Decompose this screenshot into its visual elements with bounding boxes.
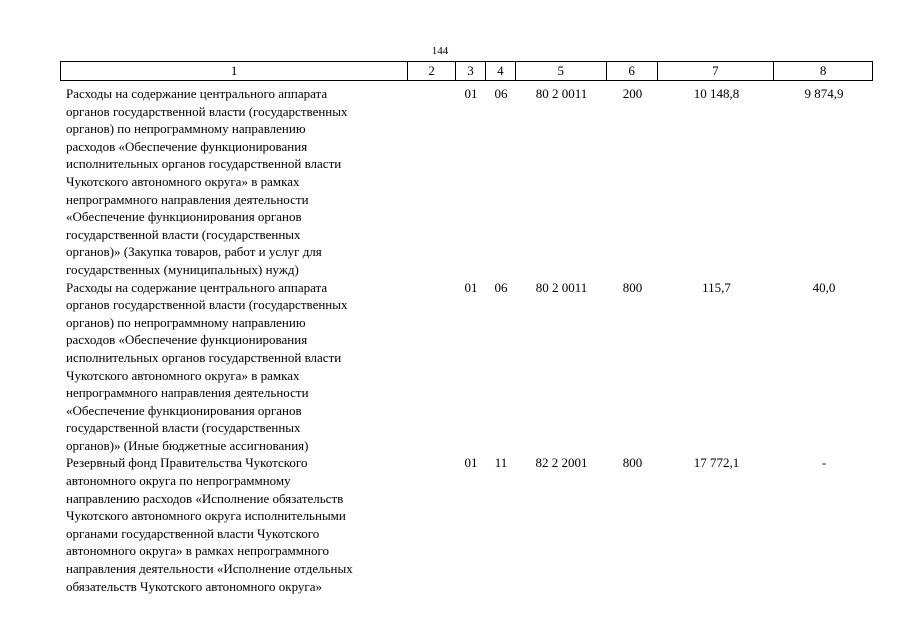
header-col-7: 7 — [658, 62, 775, 80]
description-line: «Обеспечение функционирования органов — [66, 209, 302, 225]
description-line: расходов «Обеспечение функционирования — [66, 332, 308, 348]
page-number: 144 — [431, 45, 449, 57]
description-line: исполнительных органов государственной власти — [66, 349, 342, 365]
description-line: органов) по непрограммному направлению — [66, 121, 306, 137]
description-line: автономного округа по непрограммному — [66, 473, 291, 489]
header-col-4: 4 — [486, 62, 516, 80]
row-section: 01 — [464, 86, 478, 101]
description-line: государственных (муниципальных) нужд) — [66, 261, 299, 277]
description-line: органами государственной власти Чукотского — [66, 525, 320, 541]
row-subsection: 06 — [494, 86, 508, 101]
description-line: Расходы на содержание центрального аппарата — [66, 279, 328, 295]
table-header — [60, 61, 873, 81]
description-line: Чукотского автономного округа» в рамках — [66, 173, 300, 189]
description-line: государственной власти (государственных — [66, 420, 301, 436]
row-target-code: 80 2 0011 — [535, 86, 588, 101]
row-col-2 — [408, 454, 456, 595]
row-expense-type: 800 — [622, 455, 643, 471]
table-row — [60, 279, 873, 455]
table-body — [60, 85, 873, 595]
description-line: обязательств Чукотского автономного округа» — [66, 578, 322, 594]
description-line: Чукотского автономного округа» в рамках — [66, 367, 300, 383]
header-col-3: 3 — [456, 62, 486, 80]
row-description — [60, 85, 408, 279]
description-line: Расходы на содержание центрального аппарата — [66, 86, 328, 101]
row-description — [60, 279, 408, 455]
description-line: непрограммного направления деятельности — [66, 191, 309, 207]
row-section: 01 — [464, 279, 478, 295]
description-line: непрограммного направления деятельности — [66, 385, 309, 401]
table-row — [60, 454, 873, 595]
row-amount-1: 17 772,1 — [693, 455, 740, 471]
description-line: органов государственной власти (государственных — [66, 103, 348, 119]
row-section: 01 — [464, 455, 478, 471]
description-line: Чукотского автономного округа исполнительными — [66, 508, 346, 524]
description-line: «Обеспечение функционирования органов — [66, 402, 302, 418]
row-subsection: 06 — [494, 279, 508, 295]
row-col-2 — [408, 85, 456, 279]
row-subsection: 11 — [494, 455, 508, 471]
row-amount-2: - — [821, 455, 827, 471]
description-line: государственной власти (государственных — [66, 226, 301, 242]
header-col-6: 6 — [607, 62, 658, 80]
header-col-8: 8 — [819, 63, 827, 78]
row-amount-2: 9 874,9 — [804, 86, 844, 101]
description-line: органов)» (Иные бюджетные ассигнования) — [66, 437, 309, 453]
row-expense-type: 200 — [622, 86, 643, 101]
header-col-5: 5 — [516, 62, 607, 80]
table-row — [60, 85, 873, 279]
row-amount-1: 10 148,8 — [693, 86, 740, 101]
description-line: органов) по непрограммному направлению — [66, 314, 306, 330]
description-line: Резервный фонд Правительства Чукотского — [66, 455, 308, 471]
row-expense-type: 800 — [622, 279, 643, 295]
description-line: органов)» (Закупка товаров, работ и услуг для — [66, 244, 322, 260]
row-description — [60, 454, 408, 595]
description-line: органов государственной власти (государственных — [66, 297, 348, 313]
row-target-code: 82 2 2001 — [535, 455, 588, 471]
description-line: исполнительных органов государственной власти — [66, 156, 342, 172]
header-col-2: 2 — [408, 62, 456, 80]
description-line: автономного округа» в рамках непрограммного — [66, 543, 329, 559]
row-target-code: 80 2 0011 — [535, 279, 588, 295]
description-line: направления деятельности «Исполнение отдельных — [66, 561, 353, 577]
row-amount-1: 115,7 — [702, 279, 731, 295]
description-line: расходов «Обеспечение функционирования — [66, 138, 308, 154]
description-line: направлению расходов «Исполнение обязательств — [66, 490, 344, 506]
header-col-1: 1 — [61, 62, 408, 80]
row-amount-2: 40,0 — [812, 279, 836, 295]
row-col-2 — [408, 279, 456, 455]
